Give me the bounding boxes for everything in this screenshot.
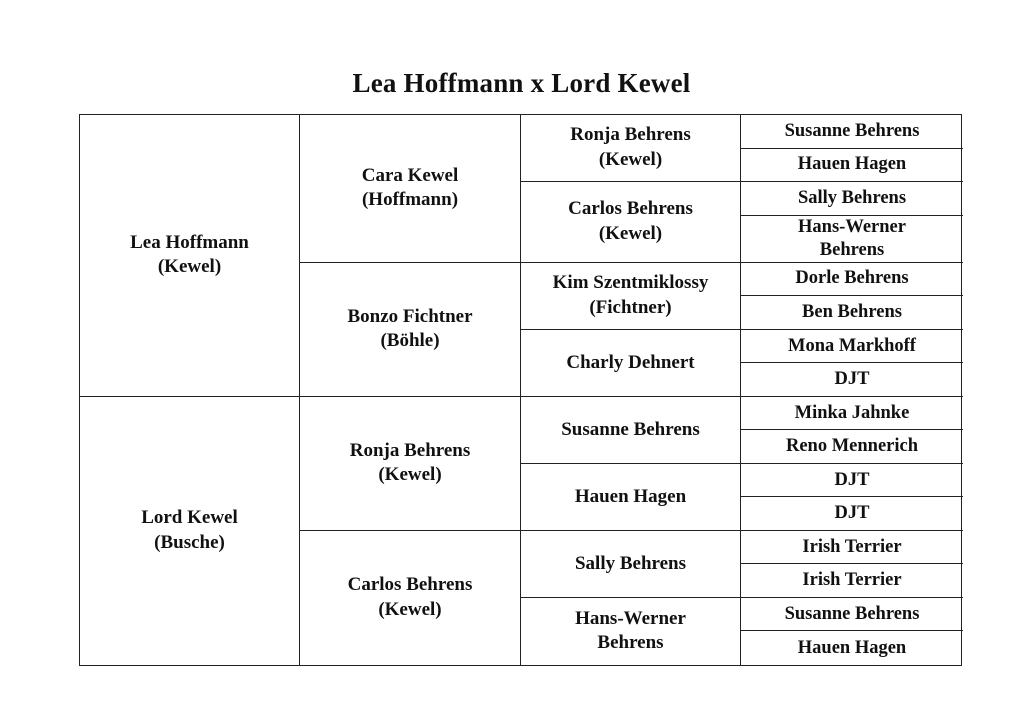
- pedigree-cell-gen2: Bonzo Fichtner (Böhle): [300, 263, 521, 397]
- pedigree-cell-gen4: Hauen Hagen: [741, 149, 963, 183]
- pedigree-cell-gen3: Kim Szentmiklossy (Fichtner): [521, 263, 741, 330]
- pedigree-cell-gen4: Hauen Hagen: [797, 637, 907, 658]
- pedigree-cell-gen4: Ben Behrens: [741, 296, 963, 330]
- pedigree-cell-gen1: Lord Kewel (Busche): [80, 397, 300, 665]
- pedigree-cell-gen2: Carlos Behrens (Kewel): [300, 531, 521, 665]
- pedigree-cell-gen4: Mona Markhoff: [741, 330, 963, 364]
- pedigree-cell-gen4: DJT: [741, 363, 963, 397]
- pedigree-cell-gen4: Minka Jahnke: [741, 397, 963, 431]
- pedigree-cell-gen4: Susanne Behrens: [741, 598, 963, 632]
- pedigree-cell-gen4: Dorle Behrens: [741, 263, 963, 297]
- pedigree-cell-gen3: Carlos Behrens (Kewel): [521, 182, 741, 263]
- pedigree-cell-gen4: DJT: [741, 464, 963, 498]
- pedigree-cell-gen1: Lea Hoffmann (Kewel): [80, 115, 300, 397]
- pedigree-cell-gen4: DJT: [741, 497, 963, 531]
- pedigree-table: [79, 114, 962, 666]
- pedigree-cell-gen3: Hans-Werner Behrens: [521, 598, 741, 665]
- pedigree-cell-gen4: Reno Mennerich: [741, 430, 963, 464]
- pedigree-cell-gen3: Charly Dehnert: [521, 330, 741, 397]
- pedigree-cell-gen4: Irish Terrier: [741, 564, 963, 598]
- pedigree-cell-gen3: Ronja Behrens (Kewel): [521, 115, 741, 182]
- page-title: Lea Hoffmann x Lord Kewel: [352, 68, 691, 98]
- pedigree-cell-gen4: Sally Behrens: [741, 182, 963, 216]
- pedigree-cell-gen3: Hauen Hagen: [521, 464, 741, 531]
- pedigree-cell-gen2: Cara Kewel (Hoffmann): [300, 115, 521, 263]
- pedigree-cell-gen4: Hans-Werner Behrens: [741, 216, 963, 263]
- pedigree-cell-gen3: Sally Behrens: [521, 531, 741, 598]
- pedigree-cell-gen4: Irish Terrier: [741, 531, 963, 565]
- pedigree-cell-gen3: Susanne Behrens: [521, 397, 741, 464]
- pedigree-cell-gen2: Ronja Behrens (Kewel): [300, 397, 521, 531]
- pedigree-cell-gen4: Susanne Behrens: [741, 115, 963, 149]
